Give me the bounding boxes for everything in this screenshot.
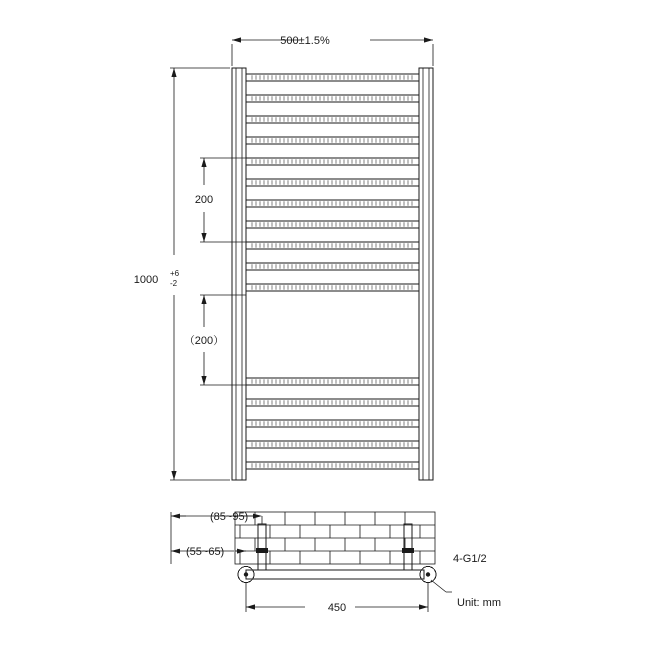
label-overall-height: 1000 — [133, 274, 159, 286]
label-unit-note: Unit: mm — [457, 597, 501, 609]
label-wall-offset-lower: (55~65) — [186, 546, 225, 558]
front-view-group — [232, 68, 433, 480]
label-wall-offset-upper: (85~95) — [210, 511, 249, 523]
side-view-group — [235, 512, 452, 592]
label-connection: 4-G1/2 — [453, 553, 487, 565]
rung-hatching — [252, 75, 412, 468]
label-segment-upper: 200 — [194, 194, 214, 206]
label-height-tol-plus: +6 — [170, 269, 180, 278]
label-height-tol-minus: -2 — [170, 279, 178, 288]
wall-hatch — [235, 512, 435, 564]
label-segment-lower: （200） — [183, 335, 225, 347]
rung-group — [246, 74, 419, 469]
label-bottom-width: 450 — [327, 602, 347, 614]
label-top-width: 500±1.5% — [280, 35, 330, 47]
dim-top-width — [232, 37, 433, 66]
